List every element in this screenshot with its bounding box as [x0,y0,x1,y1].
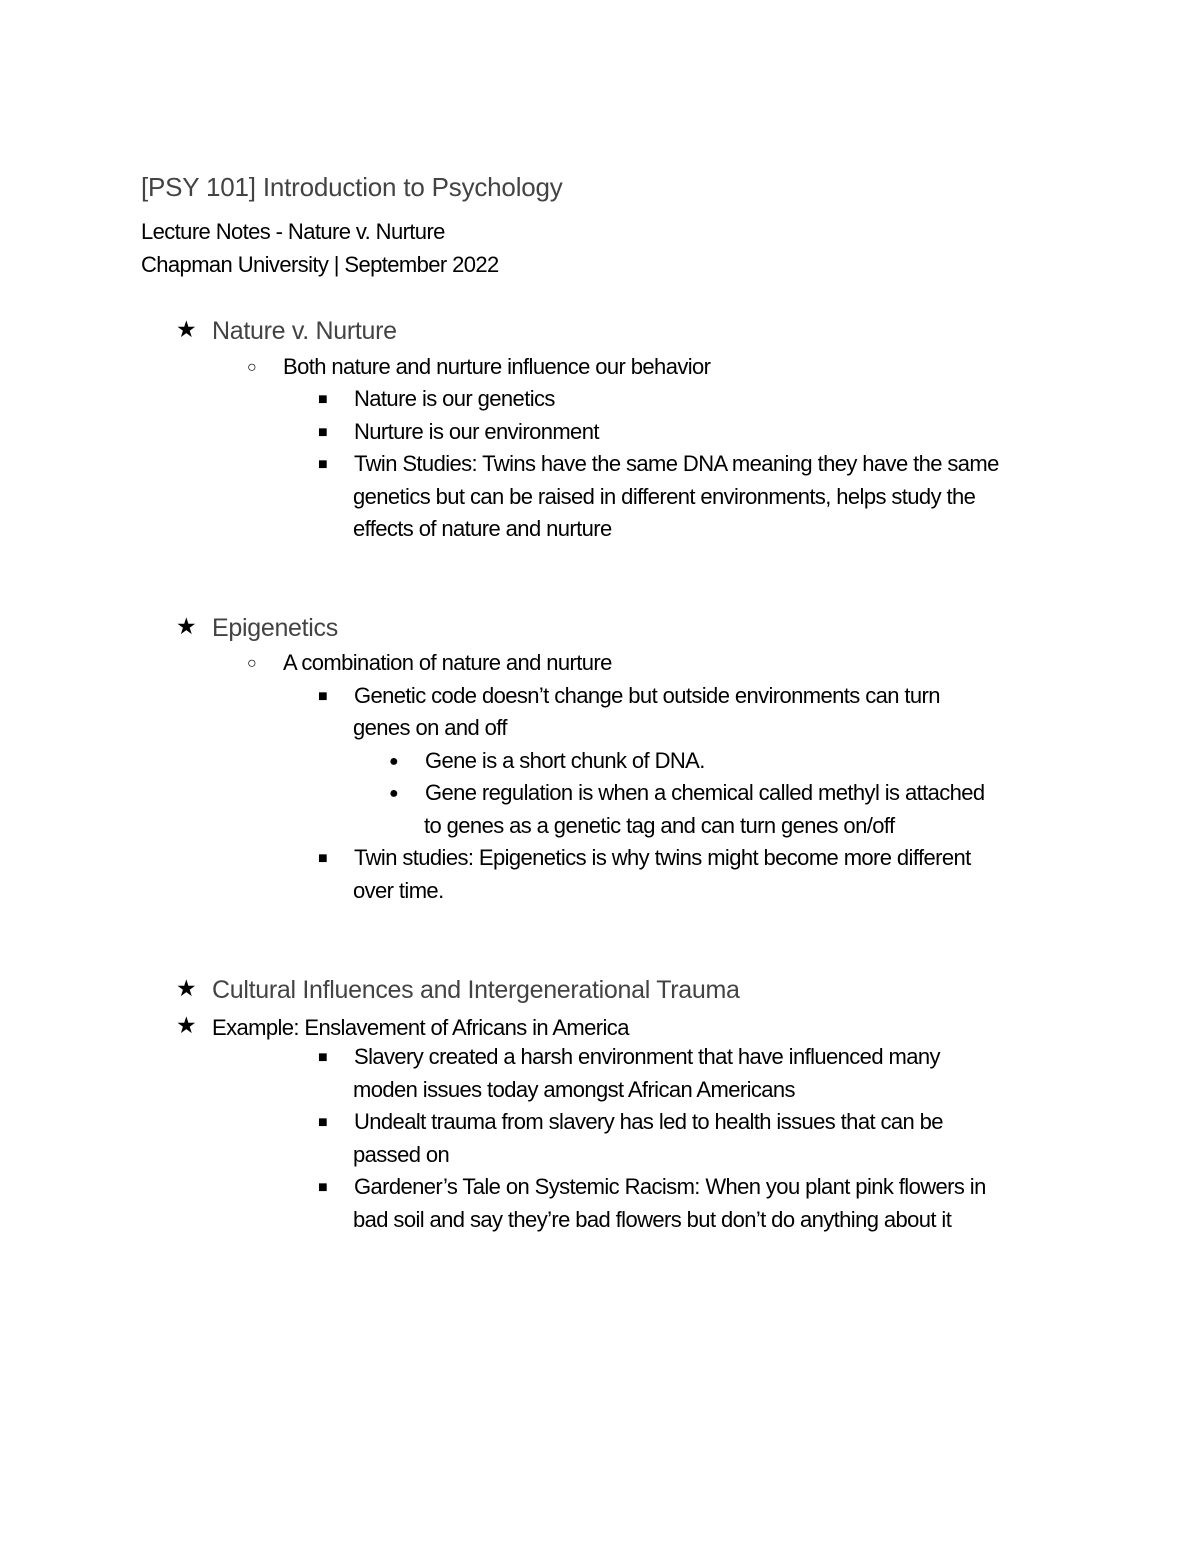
square-bullet-icon: ■ [318,688,328,705]
square-bullet-icon: ■ [318,391,328,408]
star-bullet-icon: ★ [176,1012,197,1038]
dot-bullet-icon: ● [389,785,399,802]
list-item-continuation: effects of nature and nurture [353,516,612,541]
list-item [318,1174,986,1200]
list-item [318,419,599,445]
list-item-continuation: genes on and off [353,715,507,740]
list-item-text: Undealt trauma from slavery has led to health issues that can be [354,1109,943,1134]
list-item-continuation: genetics but can be raised in different environments, helps study the [353,484,976,509]
square-bullet-icon: ■ [318,1179,328,1196]
star-bullet-icon: ★ [176,316,197,342]
list-item [318,1044,940,1070]
square-bullet-icon: ■ [318,1049,328,1066]
list-item [318,451,999,477]
list-item [247,650,612,676]
list-item [389,780,985,806]
square-bullet-icon: ■ [318,1114,328,1131]
section-heading-text: Epigenetics [212,614,338,642]
circle-bullet-icon: ○ [247,359,257,376]
list-item-continuation: passed on [353,1142,450,1167]
list-item-text: Twin Studies: Twins have the same DNA meaning they have the same [354,451,999,476]
list-item-text: Gene regulation is when a chemical called methyl is attached [425,780,985,805]
list-item-text: Example: Enslavement of Africans in America [212,1015,629,1040]
section-heading-text: Nature v. Nurture [212,317,397,345]
list-item-text: Genetic code doesn’t change but outside environments can turn [354,683,940,708]
institution-date: Chapman University | September 2022 [141,252,499,277]
list-item-continuation: over time. [353,878,444,903]
section-heading-text: Cultural Influences and Intergenerational Trauma [212,976,740,1004]
square-bullet-icon: ■ [318,456,328,473]
list-item-continuation: to genes as a genetic tag and can turn genes on/off [424,813,895,838]
list-item-text: Gardener’s Tale on Systemic Racism: When you plant pink flowers in [354,1174,986,1199]
circle-bullet-icon: ○ [247,655,257,672]
list-item-text: Nurture is our environment [354,419,599,444]
list-item [176,1012,629,1041]
list-item-text: Twin studies: Epigenetics is why twins might become more different [354,845,971,870]
list-item-text: A combination of nature and nurture [283,650,612,675]
list-item-text: Both nature and nurture influence our behavior [283,354,711,379]
star-bullet-icon: ★ [176,975,197,1001]
star-bullet-icon: ★ [176,613,197,639]
list-item [318,1109,943,1135]
list-item [318,386,555,412]
square-bullet-icon: ■ [318,850,328,867]
list-item-continuation: moden issues today amongst African Americans [353,1077,795,1102]
dot-bullet-icon: ● [389,753,399,770]
section-heading [176,316,397,346]
section-heading [176,613,338,643]
list-item [318,845,971,871]
list-item [318,683,940,709]
document-title: [PSY 101] Introduction to Psychology [141,172,563,202]
list-item [389,748,705,774]
document-subtitle: Lecture Notes - Nature v. Nurture [141,219,445,244]
list-item-text: Slavery created a harsh environment that have influenced many [354,1044,940,1069]
list-item-text: Gene is a short chunk of DNA. [425,748,705,773]
list-item-text: Nature is our genetics [354,386,555,411]
list-item [247,354,710,380]
section-heading [176,975,740,1005]
square-bullet-icon: ■ [318,424,328,441]
list-item-continuation: bad soil and say they’re bad flowers but don’t do anything about it [353,1207,952,1232]
